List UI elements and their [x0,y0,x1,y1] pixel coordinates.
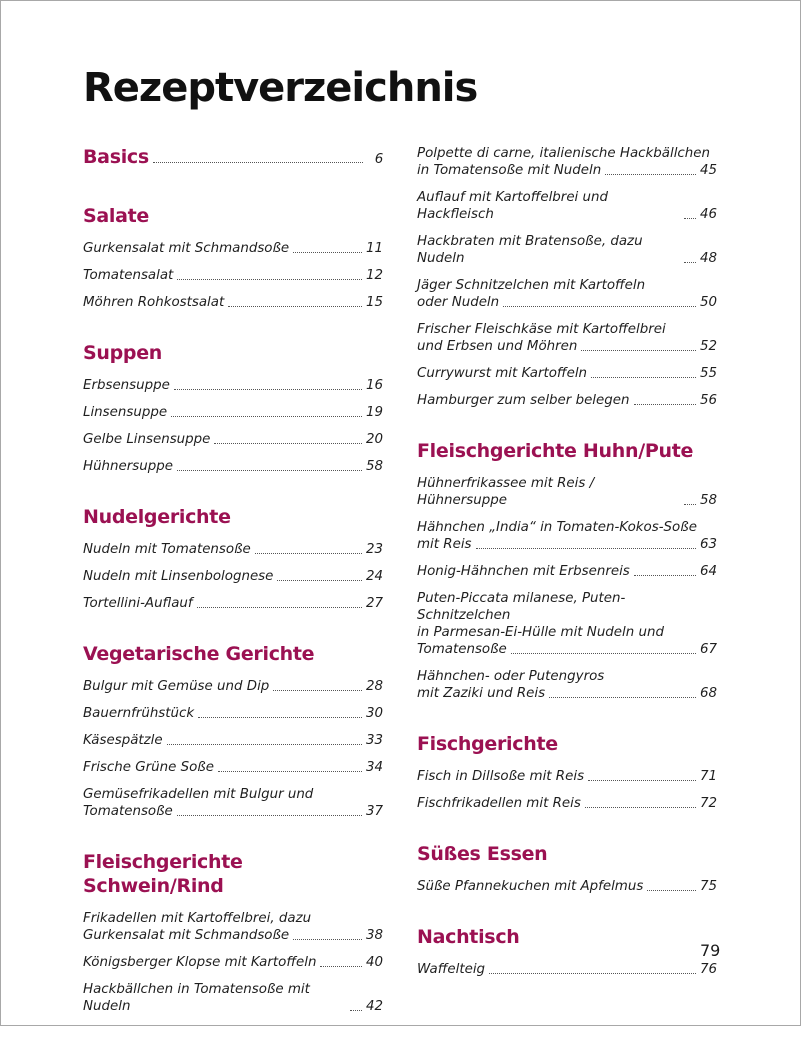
dot-leader [273,690,362,691]
section-heading-text: Nudelgerichte [83,506,231,528]
toc-entry[interactable] [83,705,383,722]
section-spacer [417,988,717,1000]
entry-title: Bauernfrühstück [83,706,195,721]
entry-title-line: Tomatensoße [83,804,173,819]
toc-entry[interactable] [417,475,717,509]
dot-leader [177,815,362,816]
section-spacer [83,1025,383,1037]
page-ref: 15 [365,295,383,310]
page-ref: 58 [699,493,717,508]
toc-section [83,642,383,842]
entry-title-line: Gemüsefrikadellen mit Bulgur und [83,787,314,802]
toc-entry[interactable] [83,568,383,585]
toc-entry[interactable] [417,519,717,553]
toc-entry[interactable] [417,668,717,702]
section-spacer [83,485,383,497]
dot-leader [684,504,696,505]
dot-leader [320,966,362,967]
dot-leader [218,771,362,772]
page-ref: 40 [365,955,383,970]
entry-title: Nudeln mit Tomatensoße [83,542,251,557]
dot-leader [511,653,696,654]
toc-entry[interactable] [417,145,717,179]
page-ref: 27 [365,596,383,611]
section-heading[interactable] [83,505,383,529]
section-heading-text: Vegetarische Gerichte [83,643,315,665]
dot-leader [634,404,696,405]
dot-leader [684,218,696,219]
toc-section [417,842,717,917]
page-ref: 76 [699,962,717,977]
section-heading-text: Fleischgerichte Huhn/Pute [417,440,694,462]
dot-leader [197,607,362,608]
entry-title: Tortellini-Auflauf [83,596,193,611]
dot-leader [634,575,696,576]
toc-entry[interactable] [83,954,383,971]
entry-title: Waffelteig [417,962,486,977]
entry-title: Linsensuppe [83,405,168,420]
dot-leader [647,890,696,891]
toc-section [83,204,383,333]
page-ref: 12 [365,268,383,283]
toc-entry[interactable] [83,240,383,257]
dot-leader [198,717,362,718]
section-heading-text: Suppen [83,342,163,364]
entry-title-line: Polpette di carne, italienische Hackbällchen [417,146,711,161]
toc-entry[interactable] [83,431,383,448]
page-ref: 45 [699,163,717,178]
toc-entry[interactable] [417,233,717,267]
toc-entry[interactable] [417,961,717,978]
dot-leader [684,262,696,263]
toc-entry[interactable] [83,595,383,612]
section-spacer [83,622,383,634]
entry-last-line [417,162,717,179]
toc-entry[interactable] [417,365,717,382]
entry-title-line: Frikadellen mit Kartoffelbrei, dazu [83,911,312,926]
toc-entry[interactable] [417,189,717,223]
page-ref: 30 [365,706,383,721]
toc-entry[interactable] [417,878,717,895]
page-ref: 16 [365,378,383,393]
entry-last-line [417,641,717,658]
page-ref: 58 [365,459,383,474]
dot-leader [177,470,362,471]
dot-leader [476,548,696,549]
page-ref: 48 [699,251,717,266]
toc-entry[interactable] [83,458,383,475]
entry-title: Erbsensuppe [83,378,170,393]
page-ref: 11 [365,241,383,256]
toc-entry[interactable] [417,392,717,409]
toc-entry[interactable] [417,277,717,311]
toc-entry[interactable] [83,267,383,284]
dot-leader [503,306,696,307]
entry-title: Frische Grüne Soße [83,760,214,775]
toc-entry[interactable] [83,732,383,749]
page-ref: 28 [365,679,383,694]
dot-leader [605,174,696,175]
toc-entry[interactable] [83,759,383,776]
section-heading[interactable] [83,204,383,228]
dot-leader [177,279,362,280]
entry-last-line [417,338,717,355]
page-ref: 37 [365,804,383,819]
entry-title: Königsberger Klopse mit Kartoffeln [83,955,317,970]
toc-entry[interactable] [83,981,383,1015]
dot-leader [549,697,696,698]
toc-entry[interactable] [83,786,383,820]
toc-entry[interactable] [83,910,383,944]
toc-section [417,145,717,431]
toc-right-column [417,145,717,1008]
entry-title-line: Gurkensalat mit Schmandsoße [83,928,290,943]
dot-leader [214,443,362,444]
dot-leader [174,389,362,390]
toc-entry[interactable] [83,294,383,311]
entry-last-line [83,803,383,820]
entry-last-line [83,927,383,944]
dot-leader [228,306,362,307]
entry-title: Möhren Rohkostsalat [83,295,225,310]
dot-leader [581,350,696,351]
entry-title: Hamburger zum selber belegen [417,393,630,408]
page-ref: 56 [699,393,717,408]
section-heading-text: Nachtisch [417,926,520,948]
page-ref: 63 [699,537,717,552]
toc-entry[interactable] [417,321,717,355]
dot-leader [153,162,363,163]
entry-title: Fisch in Dillsoße mit Reis [417,769,585,784]
page-ref: 33 [365,733,383,748]
entry-title-line: Tomatensoße [417,642,507,657]
dot-leader [585,807,696,808]
dot-leader [277,580,362,581]
entry-last-line [417,685,717,702]
page-ref: 67 [699,642,717,657]
toc-section [417,925,717,1000]
section-heading[interactable] [417,732,717,756]
toc-section [83,505,383,634]
section-spacer [417,712,717,724]
page-ref: 68 [699,686,717,701]
dot-leader [293,939,362,940]
entry-title: Süße Pfannekuchen mit Apfelmus [417,879,644,894]
entry-title: Bulgur mit Gemüse und Dip [83,679,270,694]
section-heading[interactable] [83,145,383,172]
section-heading[interactable] [83,850,383,898]
entry-title-line: Hähnchen „India“ in Tomaten-Kokos-Soße [417,520,697,535]
page-ref: 72 [699,796,717,811]
toc-section [417,439,717,724]
entry-title: Tomatensalat [83,268,174,283]
toc-section [83,341,383,497]
section-spacer [83,321,383,333]
entry-title: Nudeln mit Linsenbolognese [83,569,274,584]
toc-entry[interactable] [83,541,383,558]
toc-entry[interactable] [83,678,383,695]
toc-section [83,145,383,196]
entry-title: Hühnersuppe [83,459,173,474]
section-heading[interactable] [417,842,717,866]
entry-title-line: mit Zaziki und Reis [417,686,546,701]
toc-entry[interactable] [83,377,383,394]
page-ref: 71 [699,769,717,784]
entry-title: Auflauf mit Kartoffelbrei und Hackfleisch [417,190,609,222]
entry-title-line: und Erbsen und Möhren [417,339,578,354]
dot-leader [293,252,362,253]
section-spacer [417,822,717,834]
page-ref: 64 [699,564,717,579]
section-spacer [83,830,383,842]
entry-title: Hackbällchen in Tomatensoße mit Nudeln [83,982,310,1014]
entry-title-line: Puten-Piccata milanese, Puten-Schnitzelchen [417,591,626,623]
page-ref: 75 [699,879,717,894]
page-ref: 19 [365,405,383,420]
page-ref: 52 [699,339,717,354]
page-title: Rezeptverzeichnis [83,65,478,111]
toc-entry[interactable] [417,563,717,580]
dot-leader [171,416,362,417]
section-heading[interactable] [417,925,717,949]
page-ref: 50 [699,295,717,310]
entry-title: Honig-Hähnchen mit Erbsenreis [417,564,630,579]
section-heading-text: Salate [83,205,150,227]
toc-left-column [83,145,383,1045]
entry-title: Hühnerfrikassee mit Reis / Hühnersuppe [417,476,595,508]
section-heading-text: Fischgerichte [417,733,558,755]
toc-entry[interactable] [83,404,383,421]
section-spacer [417,905,717,917]
toc-entry[interactable] [417,590,717,658]
entry-title-line: in Tomatensoße mit Nudeln [417,163,602,178]
page-ref: 6 [374,152,383,167]
entry-title-line: oder Nudeln [417,295,500,310]
toc-entry[interactable] [417,795,717,812]
page-ref: 42 [365,999,383,1014]
dot-leader [350,1010,362,1011]
entry-title-line: Jäger Schnitzelchen mit Kartoffeln [417,278,646,293]
entry-title-line: Frischer Fleischkäse mit Kartoffelbrei [417,322,666,337]
entry-title: Gelbe Linsensuppe [83,432,211,447]
entry-last-line [417,536,717,553]
section-spacer [83,184,383,196]
section-heading[interactable] [417,439,717,463]
page-ref: 20 [365,432,383,447]
section-heading-text: Süßes Essen [417,843,548,865]
dot-leader [588,780,696,781]
page-ref: 23 [365,542,383,557]
toc-section [83,850,383,1037]
page-ref: 46 [699,207,717,222]
dot-leader [255,553,362,554]
entry-last-line [417,294,717,311]
page-ref: 38 [365,928,383,943]
entry-title-line: mit Reis [417,537,472,552]
dot-leader [591,377,696,378]
page-ref: 34 [365,760,383,775]
toc-entry[interactable] [417,768,717,785]
entry-title: Fischfrikadellen mit Reis [417,796,581,811]
section-spacer [417,419,717,431]
toc-section [417,732,717,834]
entry-title: Käsespätzle [83,733,163,748]
entry-title: Gurkensalat mit Schmandsoße [83,241,290,256]
section-heading-text: Fleischgerichte Schwein/Rind [83,851,243,897]
section-heading[interactable] [83,642,383,666]
entry-title: Hackbraten mit Bratensoße, dazu Nudeln [417,234,643,266]
entry-title-line: Hähnchen- oder Putengyros [417,669,605,684]
entry-title-line: in Parmesan-Ei-Hülle mit Nudeln und [417,625,664,640]
section-heading[interactable] [83,341,383,365]
entry-title: Currywurst mit Kartoffeln [417,366,588,381]
page-ref: 24 [365,569,383,584]
section-heading-text: Basics [83,146,149,168]
page-number: 79 [700,941,721,960]
dot-leader [167,744,362,745]
page-ref: 55 [699,366,717,381]
dot-leader [489,973,696,974]
